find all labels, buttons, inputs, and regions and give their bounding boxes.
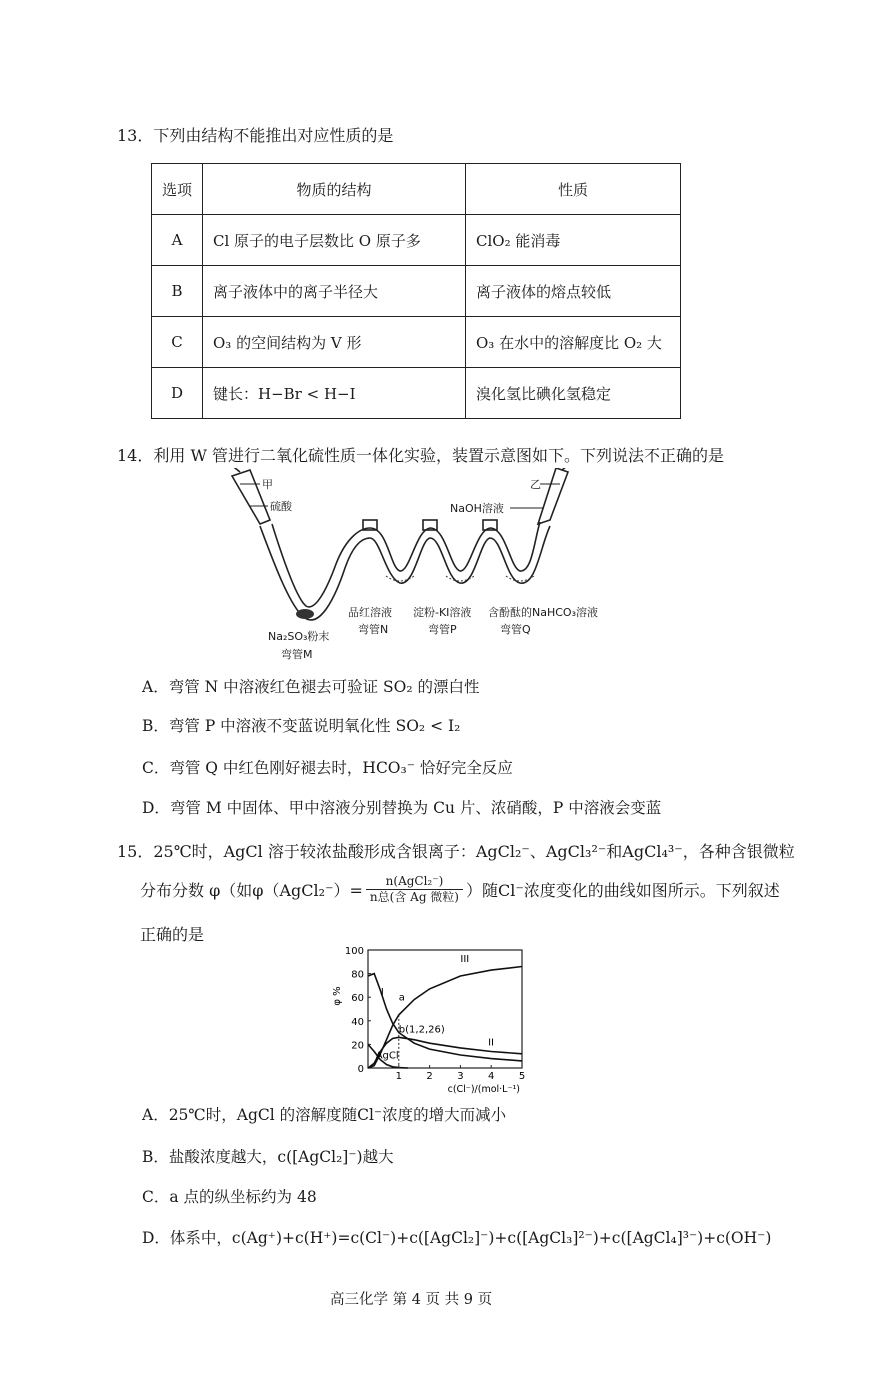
q15-stem-line1: 15．25℃时，AgCl 溶于较浓盐酸形成含银离子：AgCl₂⁻、AgCl₃²⁻和AgCl₄³⁻，各种含银微粒 [117,842,795,861]
fraction-denominator: n总(含 Ag 微粒) [369,890,459,904]
syringe-right [538,468,568,524]
x-tick-label: 3 [457,1071,464,1082]
x-tick-label: 5 [518,1071,526,1082]
y-tick-label: 100 [344,946,364,957]
table-row [152,266,681,317]
x-tick-label: 1 [395,1071,402,1082]
row-structure: O₃ 的空间结构为 V 形 [203,317,466,368]
q13-stem: 13．下列由结构不能推出对应性质的是 [117,126,394,145]
fraction-numerator: n(AgCl₂⁻) [366,874,463,890]
y-tick-label: 0 [357,1064,364,1075]
powder-blob [296,609,314,619]
q15-stem-part-b: ）随Cl⁻浓度变化的曲线如图所示。下列叙述 [466,881,780,900]
y-axis-label: φ % [332,986,343,1006]
y-tick-label: 60 [351,993,364,1005]
q15-stem-part-a: 分布分数 φ（如φ（AgCl₂⁻）= [140,881,363,900]
q15-stem-line3: 正确的是 [140,925,205,944]
table-row [152,317,681,368]
row-option: D [152,368,203,419]
curve-label-ii: II [488,1037,495,1049]
distribution-chart [326,940,536,1096]
y-tick-label: 80 [351,969,364,981]
label-tube-m: 弯管M [281,648,313,661]
agcl-label: AgCl [375,1050,399,1062]
label-tube-n: 弯管N [358,623,389,636]
solution-q [506,576,534,581]
header-structure: 物质的结构 [203,164,466,215]
series-line-i [368,974,522,1061]
label-nahco3: 含酚酞的NaHCO₃溶液 [488,606,598,619]
q14-stem: 14．利用 W 管进行二氧化硫性质一体化实验，装置示意图如下。下列说法不正确的是 [117,446,724,465]
table-row [152,368,681,419]
row-option: C [152,317,203,368]
q14-option-c: C．弯管 Q 中红色刚好褪去时，HCO₃⁻ 恰好完全反应 [142,759,513,777]
row-option: B [152,266,203,317]
row-property: 离子液体的熔点较低 [466,266,681,317]
x-tick-label: 2 [426,1071,433,1082]
label-naoh: NaOH溶液 [450,502,504,515]
table-row [152,215,681,266]
row-structure: 键长：H−Br < H−I [203,368,466,419]
w-tube-inner [272,522,540,607]
q15-option-b: B．盐酸浓度越大，c([AgCl₂]⁻)越大 [142,1148,394,1166]
q15-option-c: C．a 点的纵坐标约为 48 [142,1188,317,1206]
q14-option-a: A．弯管 N 中溶液红色褪去可验证 SO₂ 的漂白性 [142,678,480,696]
q13-table [151,163,681,419]
row-property: ClO₂ 能消毒 [466,215,681,266]
header-property: 性质 [466,164,681,215]
fraction [366,874,463,905]
x-axis-label: c(Cl⁻)/(mol·L⁻¹) [447,1084,520,1095]
q15-stem-line2 [140,874,780,905]
header-option: 选项 [152,164,203,215]
curve-label-iii: III [460,953,470,965]
q14-option-d: D．弯管 M 中固体、甲中溶液分别替换为 Cu 片、浓硝酸，P 中溶液会变蓝 [142,799,662,817]
q15-option-a: A．25℃时，AgCl 的溶解度随Cl⁻浓度的增大而减小 [142,1106,507,1124]
label-tube-p: 弯管P [428,623,457,636]
y-tick-label: 40 [351,1016,364,1028]
row-property: O₃ 在水中的溶解度比 O₂ 大 [466,317,681,368]
y-tick-label: 20 [351,1040,364,1052]
row-structure: Cl 原子的电子层数比 O 原子多 [203,215,466,266]
row-option: A [152,215,203,266]
row-property: 溴化氢比碘化氢稳定 [466,368,681,419]
row-structure: 离子液体中的离子半径大 [203,266,466,317]
label-yi: 乙 [530,478,541,491]
page-footer: 高三化学 第 4 页 共 9 页 [330,1292,493,1308]
point-b-label: b(1,2,26) [398,1024,445,1036]
label-tube-q: 弯管Q [500,623,531,636]
q15-option-d: D．体系中，c(Ag⁺)+c(H⁺)=c(Cl⁻)+c([AgCl₂]⁻)+c([AgCl₃]²⁻)+c([AgCl₄]³⁻)+c(OH⁻) [142,1229,772,1247]
label-jia: 甲 [262,478,273,491]
label-na2so3: Na₂SO₃粉末 [268,630,330,643]
label-pinhong: 品红溶液 [348,606,392,619]
point-a-label: a [398,992,405,1004]
table-header-row [152,164,681,215]
x-tick-label: 4 [488,1071,495,1082]
q14-option-b: B．弯管 P 中溶液不变蓝说明氧化性 SO₂ < I₂ [142,717,461,735]
label-sulfuric-acid: 硫酸 [270,500,292,513]
curve-label-i: I [380,986,384,998]
label-starch-ki: 淀粉-KI溶液 [413,606,472,619]
